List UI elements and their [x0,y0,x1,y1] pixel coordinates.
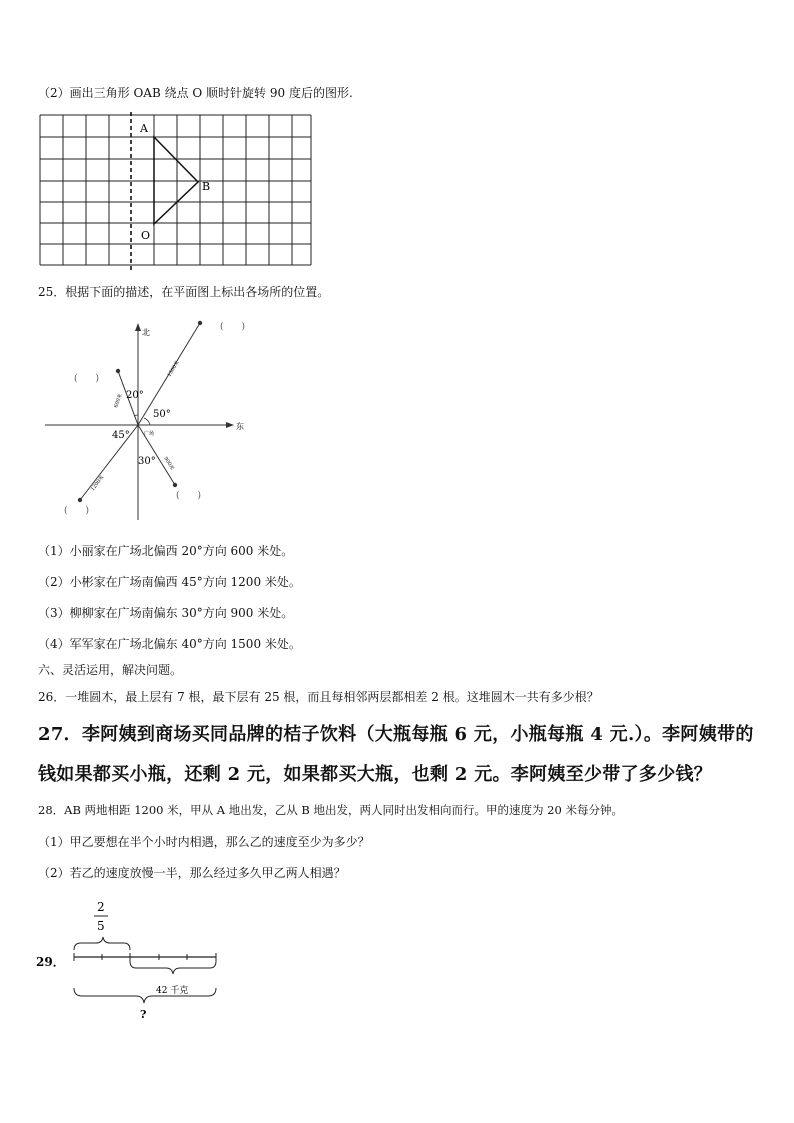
q28-sub-1: （1）甲乙要想在半个小时内相遇，那么乙的速度至少为多少？ [38,835,370,849]
dist-1200: 1200米 [89,474,106,493]
q27-line-1: 27．李阿姨到商场买同品牌的桔子饮料（大瓶每瓶 6 元，小瓶每瓶 4 元.）。李阿姨带的 [38,724,754,745]
q26-text: 26．一堆圆木，最上层有 7 根，最下层有 25 根，而且每相邻两层都相差 2 根。这堆圆木一共有多少根？ [38,690,599,704]
north-label: 北 [142,328,150,337]
q25-item-1: （1）小丽家在广场北偏西 20°方向 600 米处。 [38,544,294,558]
angle-20: 20° [126,390,144,401]
q28-stem: 28．AB 两地相距 1200 米，甲从 A 地出发，乙从 B 地出发，两人同时出发相向而行。甲的速度为 20 米每分钟。 [38,803,623,817]
q27-line-2: 钱如果都买小瓶，还剩 2 元，如果都买大瓶，也剩 2 元。李阿姨至少带了多少钱？ [38,764,713,785]
q24-part2: （2）画出三角形 OAB 绕点 O 顺时针旋转 90 度后的图形. [38,86,353,100]
q24-grid-figure [36,112,326,272]
blank-se: ( ) [176,491,202,501]
dist-900: 900米 [162,455,176,472]
fraction-denominator: 5 [97,919,105,933]
q25-item-2: （2）小彬家在广场南偏西 45°方向 1200 米处。 [38,575,301,589]
q29-diagram [36,895,276,1025]
center-label: 广场 [144,431,155,437]
angle-50: 50° [153,409,171,420]
total-question: ? [140,1008,147,1021]
top-brace [74,937,130,950]
east-arrow-icon [226,422,234,428]
blank-nw: ( ) [74,374,100,384]
grid-lines [40,115,311,265]
q29-number: 29． [36,955,65,969]
label-b: B [202,180,211,193]
dist-600: 600米 [113,392,124,409]
label-a: A [140,122,148,135]
blank-sw: ( ) [64,506,90,516]
q28-sub-2: （2）若乙的速度放慢一半，那么经过多久甲乙两人相遇？ [38,866,346,880]
label-42kg: 42 千克 [156,986,189,996]
angle-30: 30° [138,456,156,467]
dist-1500: 1500米 [166,359,181,379]
section-6-heading: 六、灵活运用，解决问题。 [38,663,183,677]
q25-compass-figure [40,315,260,525]
angle-45: 45° [112,430,130,441]
label-o: O [141,229,151,242]
bottom-brace-total [74,988,216,1003]
fraction-numerator: 2 [97,900,105,914]
north-arrow-icon [135,323,141,331]
q25-item-3: （3）柳柳家在广场南偏东 30°方向 900 米处。 [38,606,294,620]
q25-item-4: （4）军军家在广场北偏东 40°方向 1500 米处。 [38,637,301,651]
q25-title: 25．根据下面的描述，在平面图上标出各场所的位置。 [38,285,330,299]
blank-ne: ( ) [220,322,246,332]
bottom-brace-42 [130,961,216,974]
east-label: 东 [236,422,244,431]
